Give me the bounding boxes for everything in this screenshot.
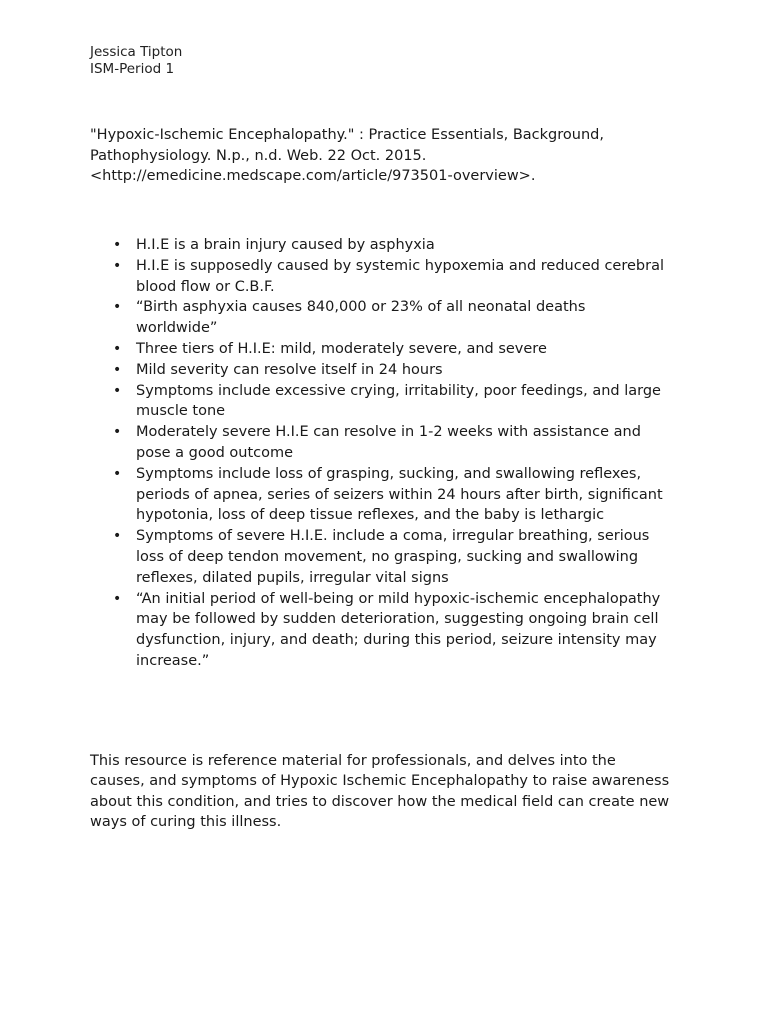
list-item [110, 526, 670, 588]
list-item [110, 297, 670, 339]
list-item-text: Symptoms include excessive crying, irritability, poor feedings, and large muscle tone [136, 382, 661, 420]
bullet-icon: • [113, 528, 122, 545]
list-item-text: Symptoms include loss of grasping, sucking, and swallowing reflexes, periods of apnea, series of seizers within 24 hours after birth, significant hypotonia, loss of deep tissue reflexes, and the baby is lethargic [136, 465, 663, 524]
bullet-icon: • [113, 361, 122, 378]
class-period: ISM-Period 1 [90, 61, 175, 77]
citation [90, 125, 690, 187]
list-item [110, 360, 670, 381]
bullet-icon: • [113, 257, 122, 274]
list-item-text: Three tiers of H.I.E: mild, moderately severe, and severe [136, 340, 547, 357]
list-item [110, 381, 670, 423]
list-item [110, 339, 670, 360]
author-name: Jessica Tipton [90, 44, 183, 60]
list-item-text: “Birth asphyxia causes 840,000 or 23% of all neonatal deaths worldwide” [136, 299, 586, 337]
list-item [110, 256, 670, 298]
bullet-icon: • [113, 590, 122, 607]
list-item-text: H.I.E is supposedly caused by systemic hypoxemia and reduced cerebral blood flow or C.B.F. [136, 257, 664, 295]
list-item-text: Moderately severe H.I.E can resolve in 1-2 weeks with assistance and pose a good outcome [136, 424, 641, 461]
bullet-icon: • [113, 382, 122, 399]
bullet-icon: • [113, 340, 122, 357]
document-header [90, 44, 182, 78]
bullet-icon: • [113, 237, 122, 253]
bullet-list [110, 235, 670, 672]
citation-line: Pathophysiology. N.p., n.d. Web. 22 Oct. 2015. [90, 147, 427, 164]
list-item [110, 235, 670, 256]
bullet-icon: • [113, 465, 122, 482]
citation-url: <http://emedicine.medscape.com/article/973501-overview>. [90, 168, 536, 184]
citation-line: "Hypoxic-Ischemic Encephalopathy." : Practice Essentials, Background, [90, 127, 604, 143]
list-item [110, 464, 670, 526]
list-item-text: Mild severity can resolve itself in 24 hours [136, 361, 443, 378]
list-item-text: H.I.E is a brain injury caused by asphyxia [136, 237, 435, 253]
list-item-text: “An initial period of well-being or mild hypoxic-ischemic encephalopathy may be followed by sudden deterioration, suggesting ongoing brain cell dysfunction, injury, and death; during this period, seizure intensity may increase.” [136, 590, 661, 669]
bullet-icon: • [113, 299, 122, 316]
list-item [110, 422, 670, 464]
list-item-text: Symptoms of severe H.I.E. include a coma, irregular breathing, serious loss of deep tendon movement, no grasping, sucking and swallowing reflexes, dilated pupils, irregular vital signs [136, 528, 650, 586]
summary-paragraph: This resource is reference material for professionals, and delves into the causes, and symptoms of Hypoxic Ischemic Encephalopathy to raise awareness about this condition, and tries to discover how the medical field can create new ways of curing this illness. [90, 752, 670, 830]
bullet-icon: • [113, 424, 122, 441]
list-item [110, 589, 670, 672]
